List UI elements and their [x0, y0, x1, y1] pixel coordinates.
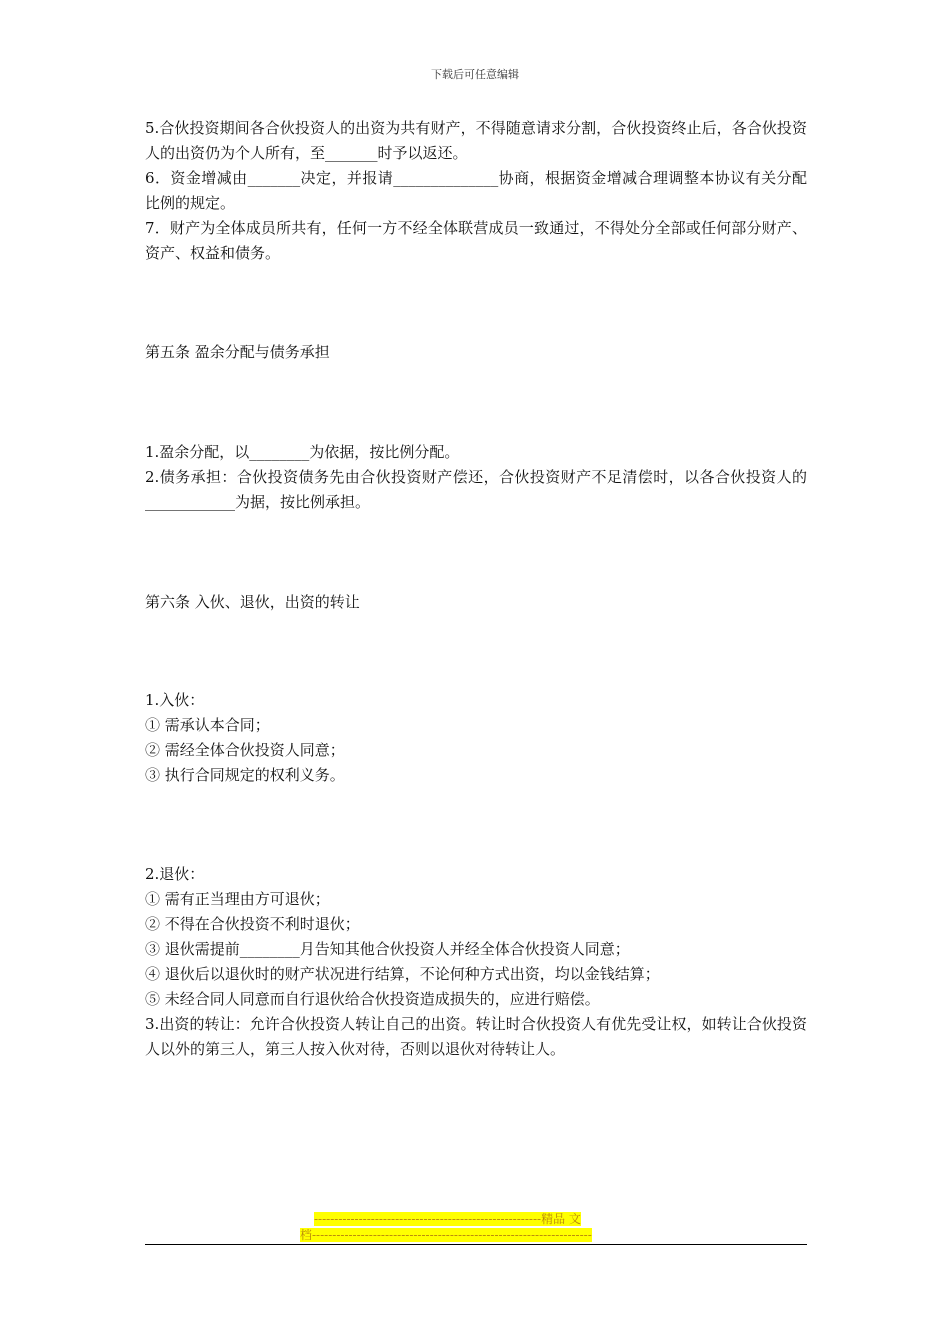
section-block-1 — [145, 116, 807, 266]
list-item: ③ 执行合同规定的权利义务。 — [145, 766, 345, 784]
list-item: ② 不得在合伙投资不利时退伙； — [145, 915, 360, 933]
footer-divider — [145, 1244, 807, 1245]
section-block-4 — [145, 862, 807, 1062]
section-block-2 — [145, 440, 807, 515]
page-header: 下载后可任意编辑 — [431, 68, 519, 81]
section-heading-6: 第六条 入伙、退伙，出资的转让 — [145, 593, 360, 611]
paragraph: 6．资金增减由_______决定，并报请______________协商，根据资金增减合理调整本协议有关分配比例的规定。 — [145, 169, 807, 212]
list-item: ② 需经全体合伙投资人同意； — [145, 741, 345, 759]
section-heading-5: 第五条 盈余分配与债务承担 — [145, 343, 330, 361]
footer-line-1: --------------------------------------------------------精品 文 — [314, 1212, 581, 1226]
list-item: 1.入伙： — [145, 691, 205, 709]
paragraph: 5.合伙投资期间各合伙投资人的出资为共有财产，不得随意请求分割，合伙投资终止后，各合伙投资人的出资仍为个人所有，至_______时予以返还。 — [145, 119, 807, 162]
section-block-3 — [145, 688, 807, 788]
list-item: ④ 退伙后以退伙时的财产状况进行结算，不论何种方式出资，均以金钱结算； — [145, 965, 660, 983]
list-item: ① 需有正当理由方可退伙； — [145, 890, 330, 908]
list-item: ⑤ 未经合同人同意而自行退伙给合伙投资造成损失的，应进行赔偿。 — [145, 990, 600, 1008]
list-item: ① 需承认本合同； — [145, 716, 270, 734]
paragraph: 7．财产为全体成员所共有，任何一方不经全体联营成员一致通过，不得处分全部或任何部分财产、资产、权益和债务。 — [145, 219, 807, 262]
footer-line-2: 档--------------------------------------------------------------------- — [300, 1228, 592, 1242]
list-item: 2.退伙： — [145, 865, 205, 883]
list-item: ③ 退伙需提前________月告知其他合伙投资人并经全体合伙投资人同意； — [145, 940, 630, 958]
paragraph: 2.债务承担：合伙投资债务先由合伙投资财产偿还，合伙投资财产不足清偿时，以各合伙投资人的____________为据，按比例承担。 — [145, 468, 807, 511]
paragraph: 3.出资的转让：允许合伙投资人转让自己的出资。转让时合伙投资人有优先受让权，如转让合伙投资人以外的第三人，第三人按入伙对待，否则以退伙对待转让人。 — [145, 1015, 807, 1058]
paragraph: 1.盈余分配，以________为依据，按比例分配。 — [145, 443, 460, 461]
